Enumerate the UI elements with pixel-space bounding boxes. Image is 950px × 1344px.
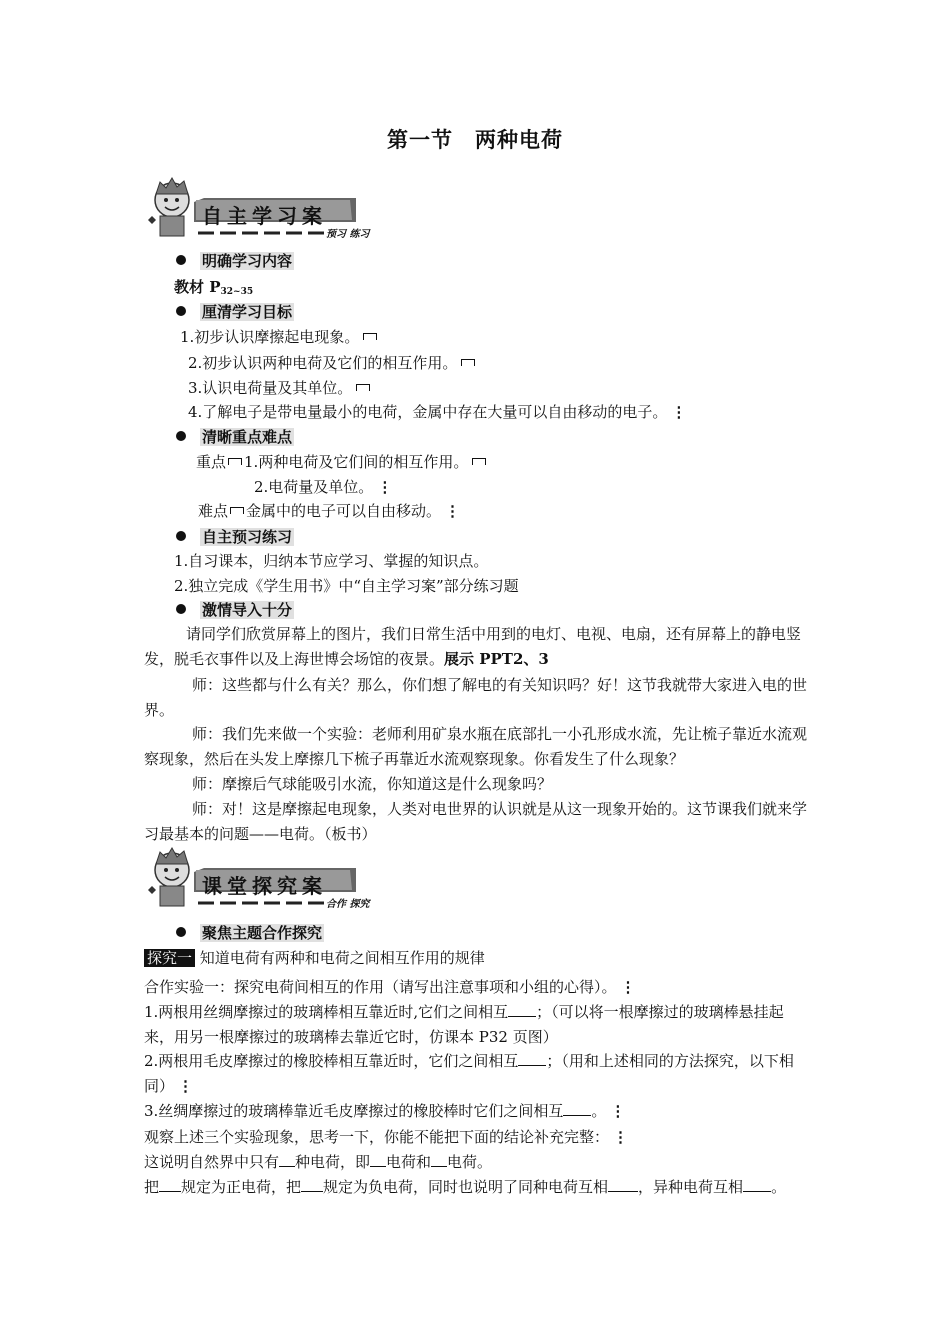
section-heading-intro: 激情导入十分 [176,599,294,620]
intro-paragraph-1: 请同学们欣赏屏幕上的图片，我们日常生活中用到的电灯、电视、电扇，还有屏幕上的静电竖发，脱毛衣事件以及上海世博会场馆的夜景。展示 PPT2、3 [144,625,802,668]
bullet-icon [176,927,186,937]
preview-item: 2.独立完成《学生用书》中“自主学习案”部分练习题 [174,577,519,595]
goal-item: 1.初步认识摩擦起电现象。 [180,326,377,347]
inquiry-heading: 探究一 知道电荷有两种和电荷之间相互作用的规律 [144,947,485,968]
bullet-icon [176,531,186,541]
page-title: 第一节 两种电荷 [387,127,563,152]
bullet-icon [176,604,186,614]
section-heading-goals: 厘清学习目标 [176,301,294,322]
inquiry-tag: 探究一 [144,949,195,967]
intro-paragraph-4: 师：摩擦后气球能吸引水流，你知道这是什么现象吗？ [192,775,553,793]
intro-paragraph-2: 师：这些都与什么有关？那么，你们想了解电的有关知识吗？好！这节我就带大家进入电的世界。 [144,676,808,719]
experiment-q3: 3.丝绸摩擦过的玻璃棒靠近毛皮摩擦过的橡胶棒时它们之间相互 。 ⋮ [144,1102,626,1120]
goal-item: 4.了解电子是带电量最小的电荷，金属中存在大量可以自由移动的电子。 ⋮ [188,403,687,421]
banner-class-inquiry [146,846,386,912]
intro-paragraph-3: 师：我们先来做一个实验：老师利用矿泉水瓶在底部扎一小孔形成水流，先让梳子靠近水流观察现象，然后在头发上摩擦几下梳子再靠近水流观察现象。你看发生了什么现象？ [144,725,808,768]
experiment-prompt: 观察上述三个实验现象，思考一下，你能不能把下面的结论补充完整： ⋮ [144,1128,629,1146]
key-point-1: 重点 1.两种电荷及它们间的相互作用。 [196,451,486,472]
conclusion-line-2: 把 规定为正电荷，把 规定为负电荷，同时也说明了同种电荷互相 ，异种电荷互相 。 [144,1178,787,1196]
bullet-icon [176,255,186,265]
banner-title: 课堂探究案 [202,874,327,898]
intro-paragraph-5: 师：对！这是摩擦起电现象，人类对电世界的认识就是从这一现象开始的。这节课我们就来学习最基本的问题——电荷。（板书） [144,800,808,843]
section-heading-content: 明确学习内容 [176,250,294,271]
banner-subtitle: 合作 探究 [326,899,370,910]
textbook-pages: 教材 P32~35 [174,278,254,297]
section-heading-preview: 自主预习练习 [176,526,294,547]
banner-subtitle: 预习 练习 [326,229,370,240]
section-heading-inquiry: 聚焦主题合作探究 [176,922,324,943]
experiment-q1: 1.两根用丝绸摩擦过的玻璃棒相互靠近时,它们之间相互 ；（可以将一根摩擦过的玻璃棒悬挂起来，用另一根摩擦过的玻璃棒去靠近它时，仿课本 P32 页图） [144,1003,784,1046]
experiment-q2: 2.两根用毛皮摩擦过的橡胶棒相互靠近时，它们之间相互 ；（用和上述相同的方法探究，以下相同） ⋮ [144,1052,794,1095]
section-heading-key-points: 清晰重点难点 [176,426,294,447]
key-point-2: 2.电荷量及单位。 ⋮ [254,478,393,496]
bullet-icon [176,306,186,316]
conclusion-line-1: 这说明自然界中只有 种电荷，即 电荷和 电荷。 [144,1153,493,1171]
banner-title: 自主学习案 [202,204,327,228]
difficult-point: 难点 金属中的电子可以自由移动。 ⋮ [198,502,461,520]
bullet-icon [176,431,186,441]
goal-item: 3.认识电荷量及其单位。 [188,377,370,398]
banner-self-study [146,176,386,242]
preview-item: 1.自习课本，归纳本节应学习、掌握的知识点。 [174,552,489,570]
goal-item: 2.初步认识两种电荷及它们的相互作用。 [188,352,475,373]
experiment-line: 合作实验一：探究电荷间相互的作用（请写出注意事项和小组的心得）。 ⋮ [144,978,636,996]
